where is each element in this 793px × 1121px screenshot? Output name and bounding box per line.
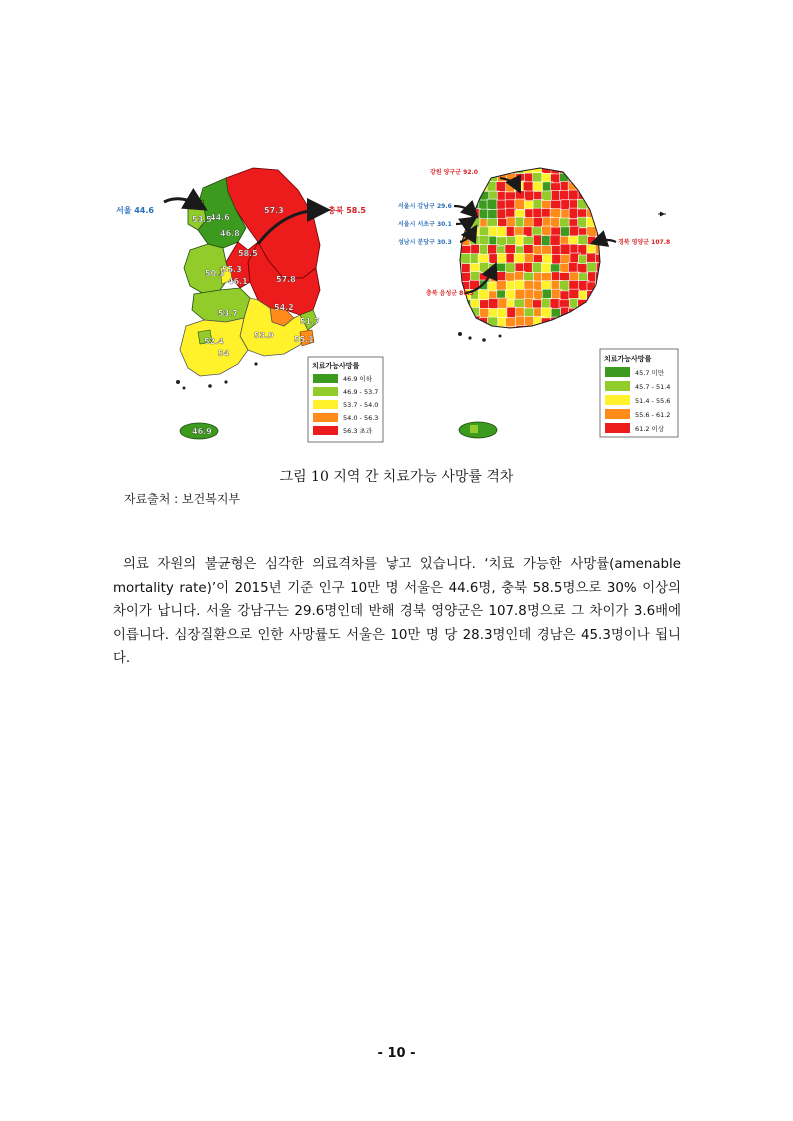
county-cell [552, 335, 563, 346]
county-cell [605, 182, 616, 193]
county-cell [596, 191, 607, 202]
county-cell [605, 272, 616, 283]
callout-seocho: 서울시 서초구 30.1 [398, 221, 452, 228]
county-cell [595, 307, 606, 318]
county-cell [451, 200, 462, 211]
county-cell [462, 326, 473, 337]
value-label: 46.8 [220, 229, 240, 238]
right-legend [600, 349, 678, 437]
legend-title: 치료가능사망률 [312, 362, 360, 370]
value-label: 52.4 [204, 337, 224, 346]
county-cell [461, 318, 472, 329]
callout-gangnam: 서울시 강남구 29.6 [398, 203, 452, 210]
county-cell [453, 181, 464, 192]
value-label: 50.3 [205, 269, 225, 278]
county-cell [559, 325, 570, 336]
county-cell [586, 191, 597, 202]
county-cell [460, 181, 471, 192]
county-cell [496, 182, 507, 193]
county-cell [605, 309, 616, 320]
county-cell [596, 217, 607, 228]
legend-label: 46.9 - 53.7 [343, 388, 379, 396]
county-cell [452, 335, 463, 346]
county-cell [595, 209, 606, 220]
legend-label: 51.4 - 55.6 [635, 397, 671, 405]
county-cell [605, 336, 616, 347]
county-cell [469, 335, 480, 346]
county-cell [487, 164, 498, 175]
island [208, 384, 212, 388]
county-cell [605, 208, 616, 219]
figure-caption: 그림 10 지역 간 치료가능 사망률 격차 [279, 469, 514, 485]
value-label: 46.1 [228, 277, 248, 286]
decor-mark [658, 212, 666, 216]
county-cell [596, 300, 607, 311]
county-cell [542, 326, 553, 337]
callout-chungbuk: 충북 58.5 [328, 206, 366, 215]
island [458, 332, 462, 336]
county-cell [496, 327, 507, 338]
county-cell [523, 327, 534, 338]
county-cell [559, 190, 570, 201]
county-cell [470, 316, 481, 327]
county-cell [514, 253, 525, 263]
callout-bundang: 성남시 분당구 30.3 [398, 239, 452, 246]
county-cell [489, 326, 500, 337]
county-cell [596, 165, 607, 176]
jeju-cell [470, 425, 478, 433]
county-cell [568, 335, 579, 346]
county-cell [605, 325, 616, 336]
county-cell [497, 226, 508, 237]
legend-title: 치료가능사망률 [604, 355, 652, 363]
value-label: 51.7 [300, 317, 320, 326]
county-cell [534, 326, 545, 337]
county-cell [525, 334, 536, 345]
county-cell [587, 335, 598, 346]
county-cell [515, 280, 526, 291]
county-cell [452, 209, 463, 220]
county-cell [469, 182, 480, 193]
value-label: 53.5 [192, 215, 212, 224]
legend-swatch [605, 423, 630, 433]
callout-yeongyang-arrow [596, 240, 616, 242]
county-cell [560, 244, 571, 255]
county-cell [595, 289, 606, 300]
county-cell [487, 199, 498, 210]
county-cell [515, 289, 526, 300]
right-map [398, 160, 678, 438]
value-label: 55.1 [294, 335, 314, 344]
legend-label: 45.7 - 51.4 [635, 383, 671, 391]
county-cell [569, 164, 580, 175]
legend-swatch [313, 387, 338, 396]
legend-swatch [605, 381, 630, 391]
county-cell [569, 289, 580, 300]
county-cell [596, 182, 607, 193]
county-cell [606, 317, 617, 328]
county-cell [587, 326, 598, 337]
island [183, 387, 186, 390]
county-cell [469, 325, 480, 336]
county-cell [551, 326, 562, 337]
county-cell [478, 290, 489, 301]
county-cell [453, 191, 464, 202]
county-cell [604, 282, 615, 293]
county-cell [460, 309, 471, 320]
county-cell [595, 317, 606, 328]
county-cell [550, 235, 561, 246]
island [499, 335, 502, 338]
county-cell [606, 299, 617, 310]
county-cell [462, 191, 473, 202]
callout-eumseong: 충북 음성군 86.3 [426, 290, 474, 297]
county-cell [532, 262, 543, 273]
county-cell [497, 163, 508, 174]
value-label: 55.3 [222, 265, 242, 274]
county-cell [560, 334, 571, 345]
value-label: 57.8 [276, 275, 296, 284]
legend-swatch [605, 367, 630, 377]
county-cell [587, 262, 598, 273]
county-cell [561, 317, 572, 328]
county-cell [596, 200, 607, 211]
county-cell [452, 318, 463, 329]
county-cell [605, 245, 616, 256]
county-cell [515, 335, 526, 346]
value-label: 54.2 [274, 303, 294, 312]
island [254, 362, 257, 365]
county-cell [587, 163, 598, 174]
value-label: 44.6 [210, 213, 230, 222]
legend-label: 45.7 미만 [635, 369, 665, 377]
value-label: 57.3 [264, 206, 284, 215]
county-cell [577, 309, 588, 320]
region-jeonnam [180, 318, 248, 376]
left-legend [308, 357, 383, 442]
county-cell [506, 336, 517, 347]
county-cell [577, 327, 588, 338]
county-cell [586, 174, 597, 185]
page-number: - 10 - [377, 1046, 416, 1061]
county-cell [560, 163, 571, 174]
callout-yeongyang: 경북 영양군 107.8 [618, 239, 671, 246]
county-cell [496, 281, 507, 292]
county-cell [533, 335, 544, 346]
county-cell [541, 335, 552, 346]
county-cell [579, 163, 590, 174]
map-figure-svg [108, 150, 688, 450]
county-cell [577, 316, 588, 327]
county-cell [479, 165, 490, 175]
legend-label: 54.0 - 56.3 [343, 414, 379, 422]
county-cell [596, 172, 607, 183]
county-cell [604, 253, 615, 264]
value-label: 53.7 [218, 309, 238, 318]
island [176, 380, 180, 384]
county-cell [604, 163, 615, 174]
legend-swatch [605, 409, 630, 419]
county-cells [451, 163, 616, 346]
value-label: 53.9 [254, 331, 274, 340]
callout-gangwon: 강원 양구군 92.0 [430, 169, 478, 176]
right-map-mosaic [448, 160, 616, 346]
figure-maps [108, 150, 688, 450]
county-cell [588, 307, 599, 318]
callout-seoul: 서울 44.6 [116, 206, 154, 215]
value-label: 58.5 [238, 249, 258, 258]
legend-swatch [605, 395, 630, 405]
island [482, 338, 486, 342]
county-cell [479, 174, 490, 185]
county-cell [605, 191, 616, 202]
county-cell [587, 317, 598, 328]
county-cell [452, 273, 463, 284]
legend-label: 61.2 이상 [635, 425, 665, 433]
county-cell [605, 219, 616, 230]
county-cell [606, 290, 617, 301]
county-cell [570, 325, 581, 336]
legend-swatch [313, 400, 338, 409]
county-cell [570, 316, 581, 327]
county-cell [596, 335, 607, 346]
county-cell [578, 335, 589, 346]
county-cell [452, 228, 463, 239]
left-map [116, 168, 383, 442]
value-label: 46.9 [192, 427, 212, 436]
county-cell [605, 173, 616, 184]
legend-label: 55.6 - 61.2 [635, 411, 671, 419]
county-cell [479, 325, 490, 336]
body-text [113, 553, 681, 671]
county-cell [604, 262, 615, 273]
island [224, 380, 227, 383]
callout-gangnam-arrow [454, 206, 474, 214]
island [468, 336, 471, 339]
body-paragraph: 의료 자원의 불균형은 심각한 의료격차를 낳고 있습니다. ‘치료 가능한 사망률(amenable mortality rate)’이 2015년 기준 인구 10만 명 서울은 44.6명, 충북 58.5명으로 30% 이상의 차이가 납니다. 서울 강남구는 29.6명인데 반해 경북 영양군은 107.8명으로 그 차이가 3.6배에 이릅니다. 심장질환으로 인한 사망률도 서울은 10만 명 당 28.3명인데 경남은 45.3명이나 됩니다. [113, 557, 681, 666]
county-cell [451, 307, 462, 318]
county-cell [489, 298, 500, 309]
county-cell [586, 182, 597, 193]
legend-label: 56.3 초과 [343, 427, 373, 435]
figure-source: 자료출처 : 보건복지부 [124, 492, 241, 506]
legend-swatch [313, 413, 338, 422]
county-cell [488, 336, 499, 347]
county-cell [587, 300, 598, 311]
county-cell [453, 299, 464, 310]
county-cell [579, 173, 590, 184]
legend-label: 46.9 이하 [343, 375, 373, 383]
legend-swatch [313, 374, 338, 383]
value-label: 54 [218, 349, 230, 358]
county-cell [605, 228, 616, 239]
legend-label: 53.7 - 54.0 [343, 401, 379, 409]
county-cell [606, 200, 617, 211]
legend-swatch [313, 426, 338, 435]
county-cell [595, 327, 606, 338]
